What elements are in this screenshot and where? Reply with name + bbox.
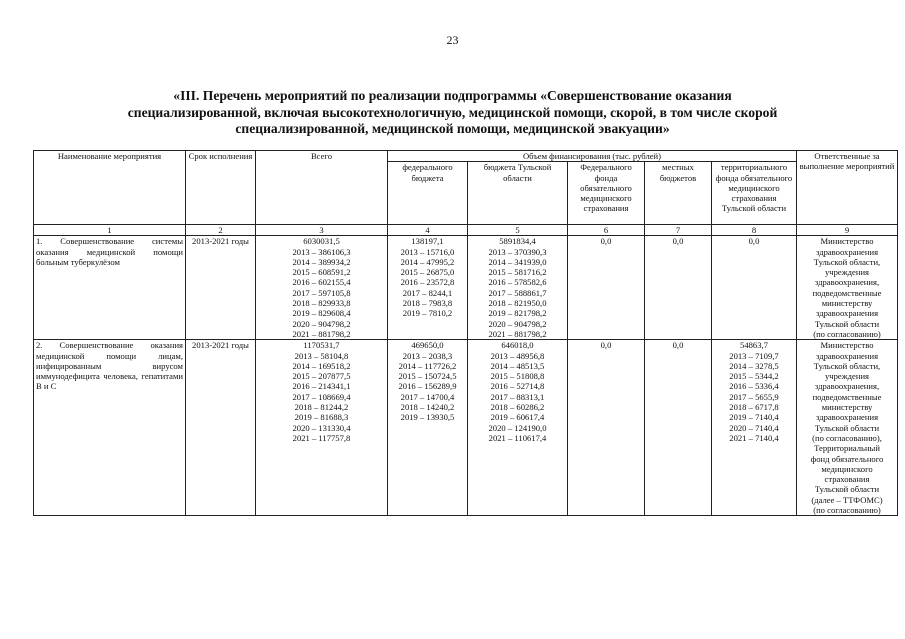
- cell-total-line: 2014 – 389934,2: [292, 256, 351, 267]
- cell-responsible-line: здравоохранения: [815, 412, 879, 423]
- header-federal-fund: Федерального фонда обязательного медицинского страхования: [568, 162, 645, 225]
- header-federal-budget: федерального бюджета: [388, 162, 468, 225]
- cell-responsible-line: подведомственные: [812, 391, 882, 402]
- cell-regional-budget-line: 2020 – 904798,2: [488, 318, 547, 329]
- cell-federal-fund-line: 0,0: [600, 340, 612, 351]
- cell-federal-budget-line: 2016 – 23572,8: [400, 277, 455, 288]
- cell-responsible-line: Тульской области: [814, 484, 880, 495]
- header-territorial-fund: территориального фонда обязательного медицинского страхования Тульской области: [712, 162, 797, 225]
- cell-term: 2013-2021 годы: [186, 340, 256, 516]
- cell-local-budgets-line: 0,0: [672, 340, 684, 351]
- cell-federal-budget-line: 2018 – 7983,8: [402, 298, 453, 309]
- cell-regional-budget-line: 2018 – 821950,0: [488, 298, 547, 309]
- cell-federal-budget-line: 2013 – 2038,3: [402, 350, 453, 361]
- header-row-1: [34, 151, 898, 162]
- cell-responsible-line: Тульской области: [814, 422, 880, 433]
- table-row: [34, 340, 898, 516]
- cell-responsible-line: страхования: [824, 474, 870, 485]
- cell-regional-budget-line: 2016 – 52714,8: [490, 381, 545, 392]
- cell-federal-budget-line: 2017 – 8244,1: [402, 287, 453, 298]
- cell-regional-budget-line: 2017 – 88313,1: [490, 391, 545, 402]
- cell-regional-budget-line: 2014 – 341939,0: [488, 256, 547, 267]
- header-responsible: Ответственные за выполнение мероприятий: [797, 151, 898, 225]
- cell-federal-budget: [388, 236, 468, 340]
- cell-territorial-fund-line: 2019 – 7140,4: [729, 412, 779, 423]
- cell-total-line: 2015 – 207877,5: [292, 371, 351, 382]
- cell-federal-budget-line: 2015 – 26875,0: [400, 267, 455, 278]
- cell-total-line: 2013 – 386106,3: [292, 246, 351, 257]
- cell-federal-fund: [568, 236, 645, 340]
- cell-total-line: 2020 – 904798,2: [292, 318, 351, 329]
- cell-responsible-line: (по согласованию),: [812, 432, 882, 443]
- cell-territorial-fund-line: 54863,7: [740, 340, 768, 351]
- cell-total-line: 2017 – 108669,4: [292, 391, 351, 402]
- cell-regional-budget-line: 2013 – 48956,8: [490, 350, 545, 361]
- cell-local-budgets-line: 0,0: [672, 236, 684, 247]
- column-number-row: [34, 225, 898, 236]
- cell-regional-budget-line: 2021 – 881798,2: [488, 328, 547, 339]
- cell-regional-budget-line: 2021 – 110617,4: [488, 432, 547, 443]
- cell-local-budgets: [645, 340, 712, 516]
- cell-responsible-line: Территориальный: [814, 443, 880, 454]
- cell-term: 2013-2021 годы: [186, 236, 256, 340]
- table-row: [34, 236, 898, 340]
- column-number: 9: [797, 225, 898, 236]
- cell-total-line: 2016 – 602155,4: [292, 277, 351, 288]
- cell-territorial-fund-line: 2016 – 5336,4: [729, 381, 779, 392]
- cell-total-line: 1170531,7: [303, 340, 340, 351]
- cell-regional-budget-line: 2019 – 60617,4: [490, 412, 545, 423]
- cell-total-line: 2019 – 81688,3: [294, 412, 349, 423]
- cell-territorial-fund-line: 2015 – 5344,2: [729, 371, 779, 382]
- title-line-1: «III. Перечень мероприятий по реализации подпрограммы «Совершенствование оказания: [173, 88, 732, 103]
- header-regional-budget: бюджета Тульской области: [468, 162, 568, 225]
- cell-total: [256, 236, 388, 340]
- cell-total-line: 2020 – 131330,4: [292, 422, 351, 433]
- cell-responsible-line: здравоохранения: [815, 350, 879, 361]
- cell-responsible-line: здравоохранения: [815, 246, 879, 257]
- table-body: [34, 236, 898, 516]
- section-title: [60, 88, 845, 138]
- cell-responsible-line: Тульской области,: [813, 256, 881, 267]
- cell-territorial-fund: [712, 236, 797, 340]
- cell-responsible: [797, 236, 898, 340]
- cell-federal-budget-line: 469650,0: [411, 340, 444, 351]
- cell-responsible-line: (по согласованию): [813, 328, 881, 339]
- cell-regional-budget-line: 2016 – 578582,6: [488, 277, 547, 288]
- cell-responsible-line: (далее – ТТФОМС): [811, 494, 883, 505]
- cell-responsible-line: министерству: [821, 402, 873, 413]
- cell-name: 2. Совершенствование оказания медицинской помощи лицам, инфицированным вирусом иммунодефицита человека, гепатитами B и C: [34, 340, 186, 516]
- title-line-2: специализированной, включая высокотехнологичную, медицинской помощи, скорой, в том числе скорой: [127, 104, 778, 120]
- cell-federal-budget-line: 2018 – 14240,2: [400, 402, 455, 413]
- cell-regional-budget-line: 2014 – 48513,5: [490, 360, 545, 371]
- column-number: 4: [388, 225, 468, 236]
- cell-responsible-line: учреждения: [824, 267, 869, 278]
- cell-total-line: 2019 – 829608,4: [292, 308, 351, 319]
- cell-responsible-line: Министерство: [820, 340, 874, 351]
- cell-federal-budget-line: 2015 – 150724,5: [398, 371, 457, 382]
- cell-total-line: 2021 – 881798,2: [292, 328, 351, 339]
- header-name: Наименование мероприятия: [34, 151, 186, 225]
- column-number: 5: [468, 225, 568, 236]
- cell-regional-budget-line: 2018 – 60286,2: [490, 402, 545, 413]
- cell-total-line: 2018 – 81244,2: [294, 402, 349, 413]
- cell-regional-budget: [468, 340, 568, 516]
- cell-responsible-line: здравоохранения: [815, 308, 879, 319]
- column-number: 2: [186, 225, 256, 236]
- cell-territorial-fund-line: 0,0: [748, 236, 760, 247]
- cell-territorial-fund-line: 2021 – 7140,4: [729, 432, 779, 443]
- cell-territorial-fund-line: 2020 – 7140,4: [729, 422, 779, 433]
- cell-responsible-line: министерству: [821, 298, 873, 309]
- cell-federal-fund: [568, 340, 645, 516]
- cell-responsible: [797, 340, 898, 516]
- header-local-budgets: местных бюджетов: [645, 162, 712, 225]
- cell-regional-budget-line: 5891834,4: [499, 236, 536, 247]
- column-number: 6: [568, 225, 645, 236]
- cell-responsible-line: фонд обязательного: [810, 453, 884, 464]
- cell-federal-budget-line: 2014 – 47995,2: [400, 256, 455, 267]
- cell-local-budgets: [645, 236, 712, 340]
- cell-territorial-fund-line: 2018 – 6717,8: [729, 402, 779, 413]
- cell-name: 1. Совершенствование системы оказания медицинской помощи больным туберкулёзом: [34, 236, 186, 340]
- cell-federal-budget-line: 2014 – 117726,2: [398, 360, 457, 371]
- column-number: 3: [256, 225, 388, 236]
- cell-federal-budget-line: 2016 – 156289,9: [398, 381, 457, 392]
- cell-regional-budget: [468, 236, 568, 340]
- cell-responsible-line: Министерство: [820, 236, 874, 247]
- cell-responsible-line: (по согласованию): [813, 505, 881, 516]
- cell-federal-budget-line: 138197,1: [411, 236, 444, 247]
- cell-federal-fund-line: 0,0: [600, 236, 612, 247]
- column-number: 8: [712, 225, 797, 236]
- header-term: Срок исполнения: [186, 151, 256, 225]
- cell-total-line: 2018 – 829933,8: [292, 298, 351, 309]
- title-line-3: специализированной, медицинской помощи, медицинской эвакуации»: [235, 121, 670, 136]
- cell-responsible-line: здравоохранения,: [814, 277, 880, 288]
- header-funding: Объем финансирования (тыс. рублей): [388, 151, 797, 162]
- cell-regional-budget-line: 2019 – 821798,2: [488, 308, 547, 319]
- cell-territorial-fund: [712, 340, 797, 516]
- cell-regional-budget-line: 2015 – 581716,2: [488, 267, 547, 278]
- cell-total: [256, 340, 388, 516]
- cell-territorial-fund-line: 2013 – 7109,7: [729, 350, 779, 361]
- column-number: 1: [34, 225, 186, 236]
- cell-regional-budget-line: 2015 – 51808,8: [490, 371, 545, 382]
- cell-responsible-line: учреждения: [824, 371, 869, 382]
- cell-regional-budget-line: 646018,0: [501, 340, 534, 351]
- cell-responsible-line: подведомственные: [812, 287, 882, 298]
- cell-territorial-fund-line: 2014 – 3278,5: [729, 360, 779, 371]
- cell-responsible-line: здравоохранения,: [814, 381, 880, 392]
- cell-territorial-fund-line: 2017 – 5655,9: [729, 391, 779, 402]
- cell-total-line: 2013 – 58104,8: [294, 350, 349, 361]
- cell-regional-budget-line: 2013 – 370390,3: [488, 246, 547, 257]
- measures-table: [33, 150, 898, 516]
- column-number: 7: [645, 225, 712, 236]
- cell-federal-budget-line: 2019 – 13930,5: [400, 412, 455, 423]
- cell-regional-budget-line: 2020 – 124190,0: [488, 422, 547, 433]
- cell-federal-budget-line: 2019 – 7810,2: [402, 308, 453, 319]
- cell-responsible-line: Тульской области,: [813, 360, 881, 371]
- cell-federal-budget-line: 2017 – 14700,4: [400, 391, 455, 402]
- cell-total-line: 2016 – 214341,1: [292, 381, 351, 392]
- cell-regional-budget-line: 2017 – 588861,7: [488, 287, 547, 298]
- page-number: 23: [446, 33, 459, 47]
- cell-total-line: 2015 – 608591,2: [292, 267, 351, 278]
- cell-total-line: 2021 – 117757,8: [292, 432, 351, 443]
- cell-responsible-line: медицинского: [821, 463, 873, 474]
- cell-total-line: 2017 – 597105,8: [292, 287, 351, 298]
- cell-total-line: 2014 – 169518,2: [292, 360, 351, 371]
- header-total: Всего: [256, 151, 388, 225]
- cell-total-line: 6030031,5: [303, 236, 340, 247]
- cell-federal-budget: [388, 340, 468, 516]
- cell-responsible-line: Тульской области: [814, 318, 880, 329]
- cell-federal-budget-line: 2013 – 15716,0: [400, 246, 455, 257]
